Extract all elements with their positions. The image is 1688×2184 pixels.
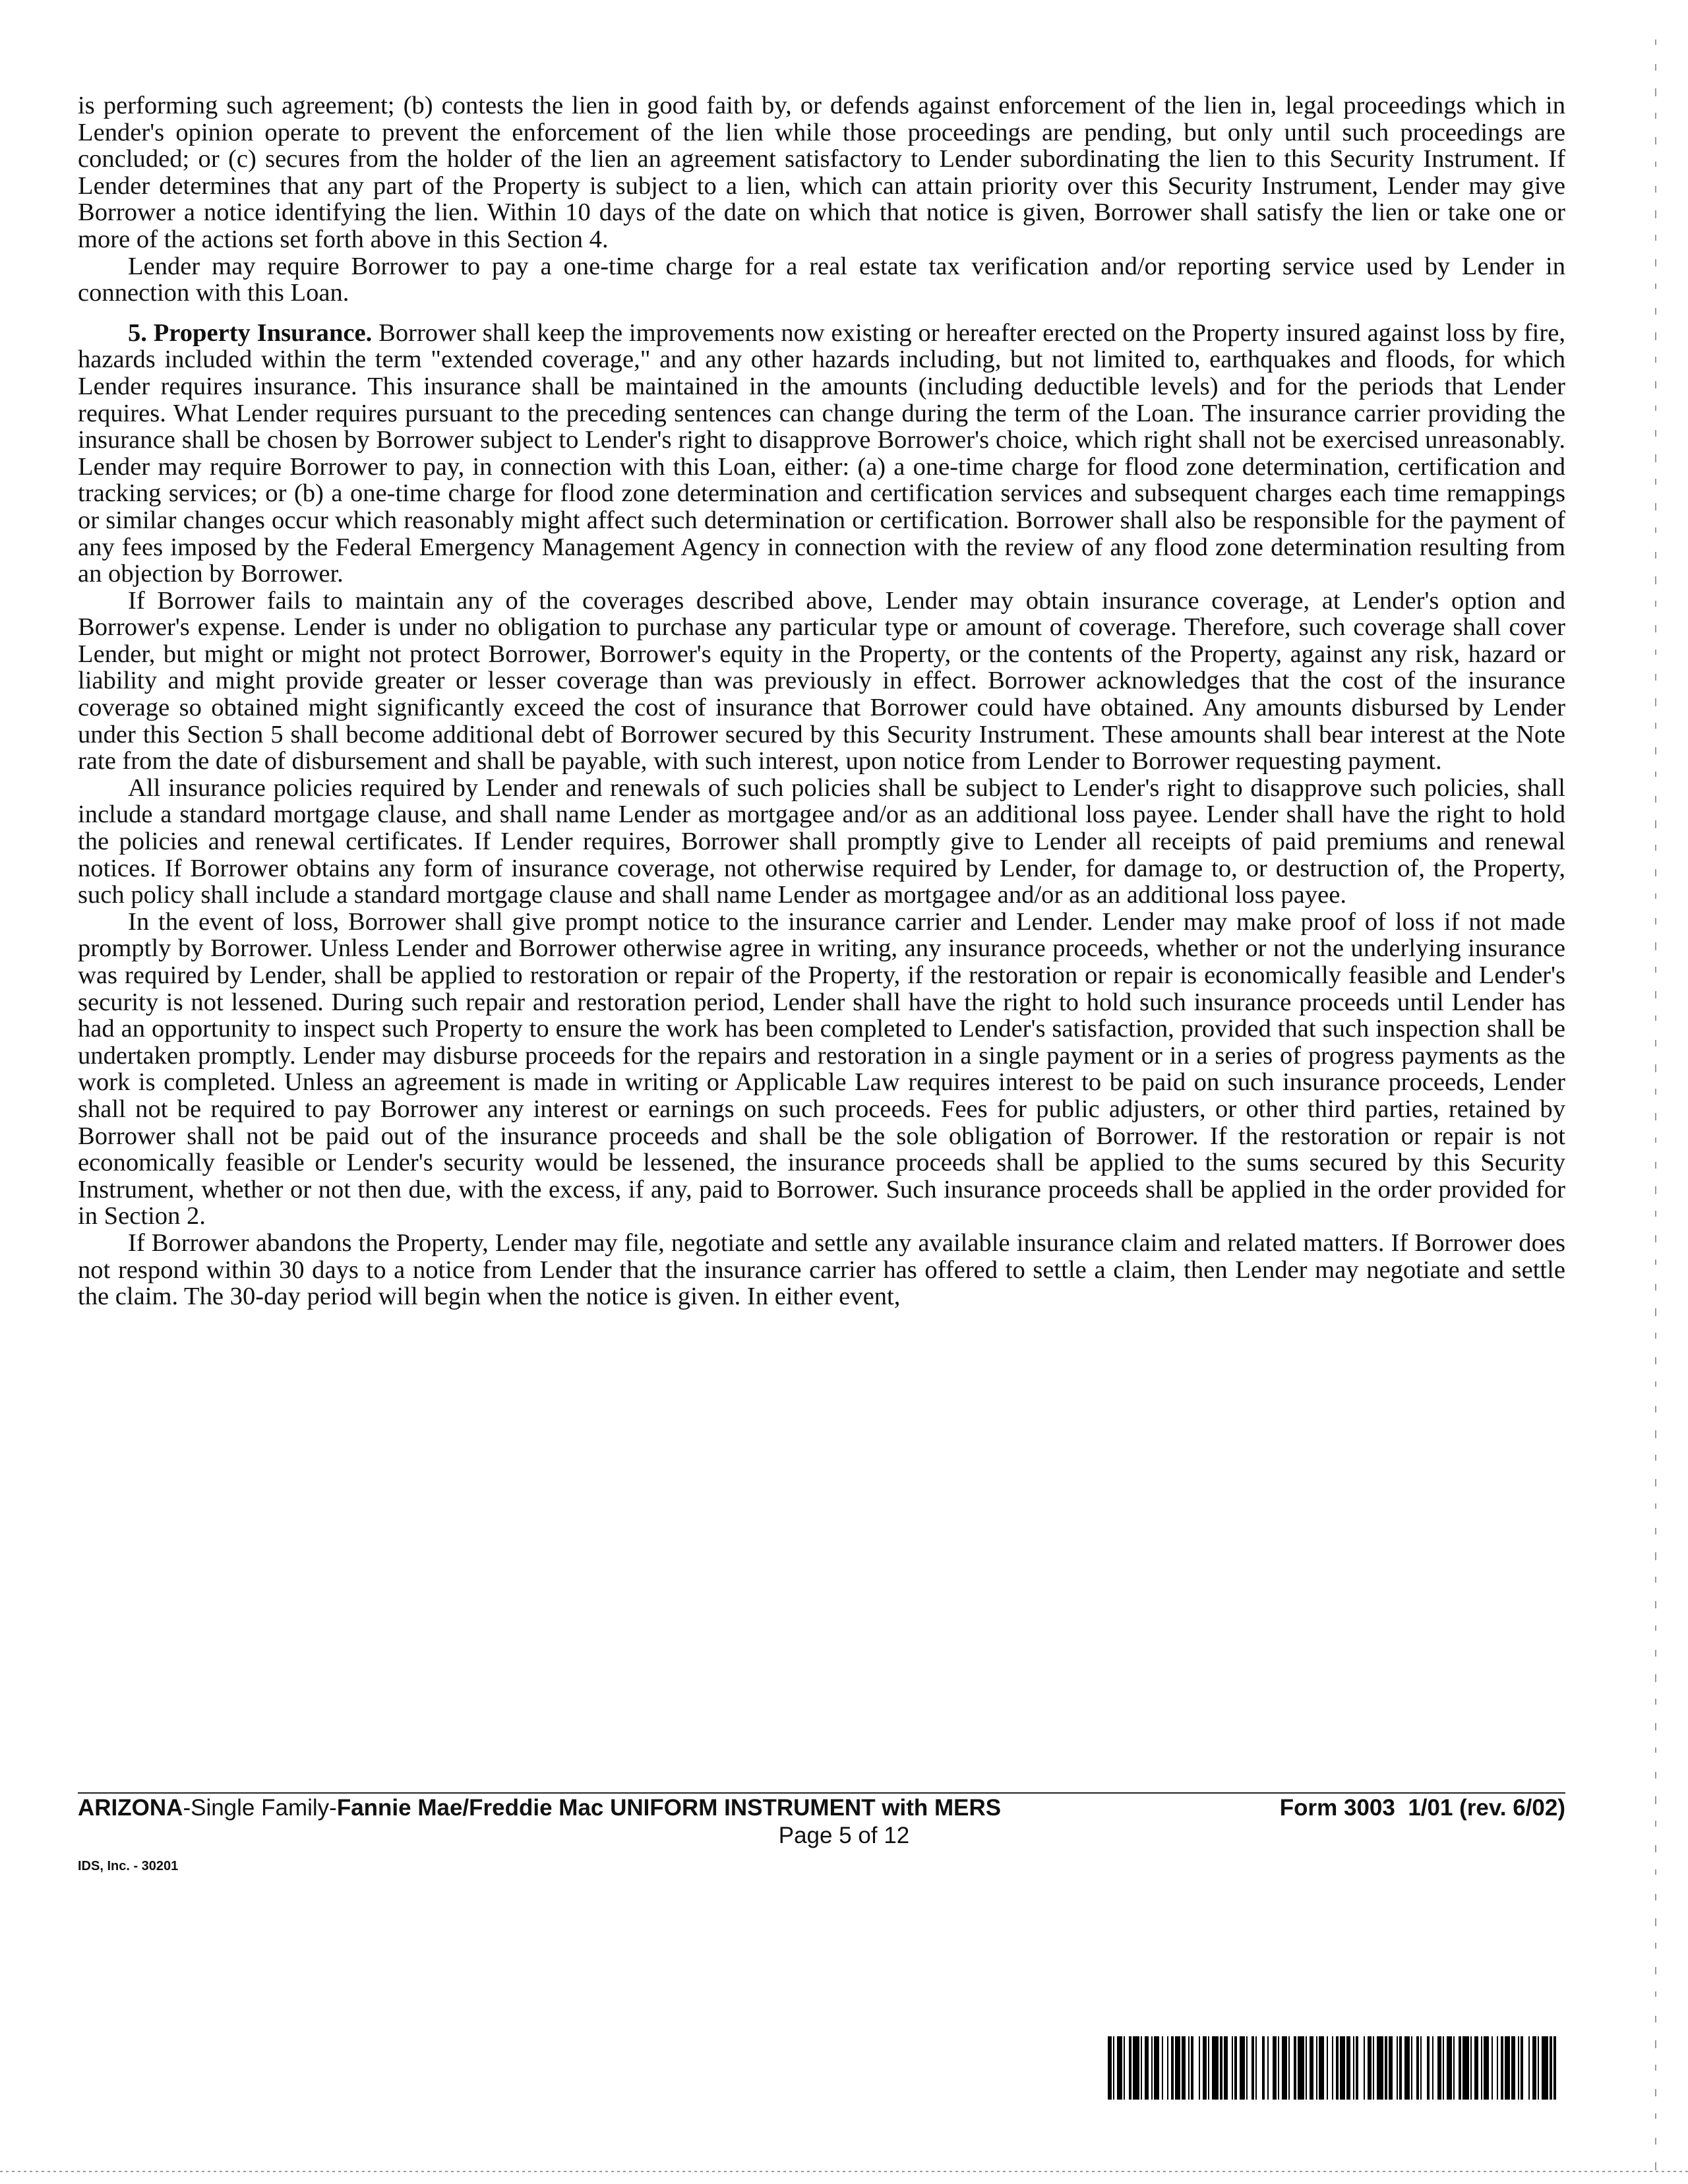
footer-state: ARIZONA: [78, 1795, 183, 1821]
footer-form-line: [78, 1795, 1565, 1821]
footer-form-title: [78, 1795, 1001, 1821]
section-heading: 5. Property Insurance.: [128, 318, 373, 347]
scan-bottom-marks: [0, 2169, 1688, 2173]
paragraph-coverage-failure: If Borrower fails to maintain any of the coverages described above, Lender may obtain insurance coverage, at Lender's option and Borrower's expense. Lender is under no obligation to purchase any particular type or amount of coverage. Therefore, such coverage shall cover Lender, but might or might not protect Borrower, Borrower's equity in the Property, or the contents of the Property, against any risk, hazard or liability and might provide greater or lesser coverage than was previously in effect. Borrower acknowledges that the cost of the insurance coverage so obtained might significantly exceed the cost of insurance that Borrower could have obtained. Any amounts disbursed by Lender under this Section 5 shall become additional debt of Borrower secured by this Security Instrument. These amounts shall bear interest at the Note rate from the date of disbursement and shall be payable, with such interest, upon notice from Lender to Borrower requesting payment.: [78, 586, 1565, 775]
paragraph-event-of-loss: In the event of loss, Borrower shall give prompt notice to the insurance carrier and Lender. Lender may make proof of loss if not made promptly by Borrower. Unless Lender and Borrower otherwise agree in writing, any insurance proceeds, whether or not the underlying insurance was required by Lender, shall be applied to restoration or repair of the Property, if the restoration or repair is economically feasible and Lender's security is not lessened. During such repair and restoration period, Lender shall have the right to hold such insurance proceeds until Lender has had an opportunity to inspect such Property to ensure the work has been completed to Lender's satisfaction, provided that such inspection shall be undertaken promptly. Lender may disburse proceeds for the repairs and restoration in a single payment or in a series of progress payments as the work is completed. Unless an agreement is made in writing or Applicable Law requires interest to be paid on such insurance proceeds, Lender shall not be required to pay Borrower any interest or earnings on such proceeds. Fees for public adjusters, or other third parties, retained by Borrower shall not be paid out of the insurance proceeds and shall be the sole obligation of Borrower. If the restoration or repair is not economically feasible or Lender's security would be lessened, the insurance proceeds shall be applied to the sums secured by this Security Instrument, whether or not then due, with the excess, if any, paid to Borrower. Such insurance proceeds shall be applied in the order provided for in Section 2.: [78, 907, 1565, 1230]
barcode-image: [1108, 2036, 1556, 2100]
paragraph-abandonment: If Borrower abandons the Property, Lender may file, negotiate and settle any available insurance claim and related matters. If Borrower does not respond within 30 days to a notice from Lender that the insurance carrier has offered to settle a claim, then Lender may negotiate and settle the claim. The 30-day period will begin when the notice is given. In either event,: [78, 1228, 1565, 1311]
scan-edge-marks: [1654, 0, 1658, 2184]
footer-form-type: -Single Family-: [183, 1795, 337, 1821]
paragraph-section4-continued: is performing such agreement; (b) contests the lien in good faith by, or defends against enforcement of the lien in, legal proceedings which in Lender's opinion operate to prevent the enforcement of the lien while those proceedings are pending, but only until such proceedings are concluded; or (c) secures from the holder of the lien an agreement satisfactory to Lender subordinating the lien to this Security Instrument. If Lender determines that any part of the Property is subject to a lien, which can attain priority over this Security Instrument, Lender may give Borrower a notice identifying the lien. Within 10 days of the date on which that notice is given, Borrower shall satisfy the lien or take one or more of the actions set forth above in this Section 4.: [78, 92, 1565, 253]
page-number: Page 5 of 12: [778, 1823, 910, 1848]
document-body: [78, 92, 1565, 1310]
footer-instrument: Fannie Mae/Freddie Mac UNIFORM INSTRUMENT with MERS: [336, 1795, 1002, 1821]
paragraph-insurance-policies: All insurance policies required by Lender and renewals of such policies shall be subject to Lender's right to disapprove such policies, shall include a standard mortgage clause, and shall name Lender as mortgagee and/or as an additional loss payee. Lender shall have the right to hold the policies and renewal certificates. If Lender requires, Borrower shall promptly give to Lender all receipts of paid premiums and renewal notices. If Borrower obtains any form of insurance coverage, not otherwise required by Lender, for damage to, or destruction of, the Property, such policy shall include a standard mortgage clause and shall name Lender as mortgagee and/or as an additional loss payee.: [78, 774, 1565, 909]
section-5-paragraph: [78, 320, 1565, 588]
vendor-code: IDS, Inc. - 30201: [78, 1859, 179, 1873]
paragraph-tax-verification: Lender may require Borrower to pay a one-time charge for a real estate tax verification and/or reporting service used by Lender in connection with this Loan.: [78, 252, 1565, 307]
section-5-text: Borrower shall keep the improvements now existing or hereafter erected on the Property insured against loss by fire, hazards included within the term "extended coverage," and any other hazards including, but not limited to, earthquakes and floods, for which Lender requires insurance. This insurance shall be maintained in the amounts (including deductible levels) and for the periods that Lender requires. What Lender requires pursuant to the preceding sentences can change during the term of the Loan. The insurance carrier providing the insurance shall be chosen by Borrower subject to Lender's right to disapprove Borrower's choice, which right shall not be exercised unreasonably. Lender may require Borrower to pay, in connection with this Loan, either: (a) a one-time charge for flood zone determination, certification and tracking services; or (b) a one-time charge for flood zone determination and certification services and subsequent charges each time remappings or similar changes occur which reasonably might affect such determination or certification. Borrower shall also be responsible for the payment of any fees imposed by the Federal Emergency Management Agency in connection with the review of any flood zone determination resulting from an objection by Borrower.: [78, 318, 1565, 588]
footer-form-number: Form 3003 1/01 (rev. 6/02): [1279, 1795, 1565, 1821]
footer-divider: [78, 1792, 1565, 1794]
